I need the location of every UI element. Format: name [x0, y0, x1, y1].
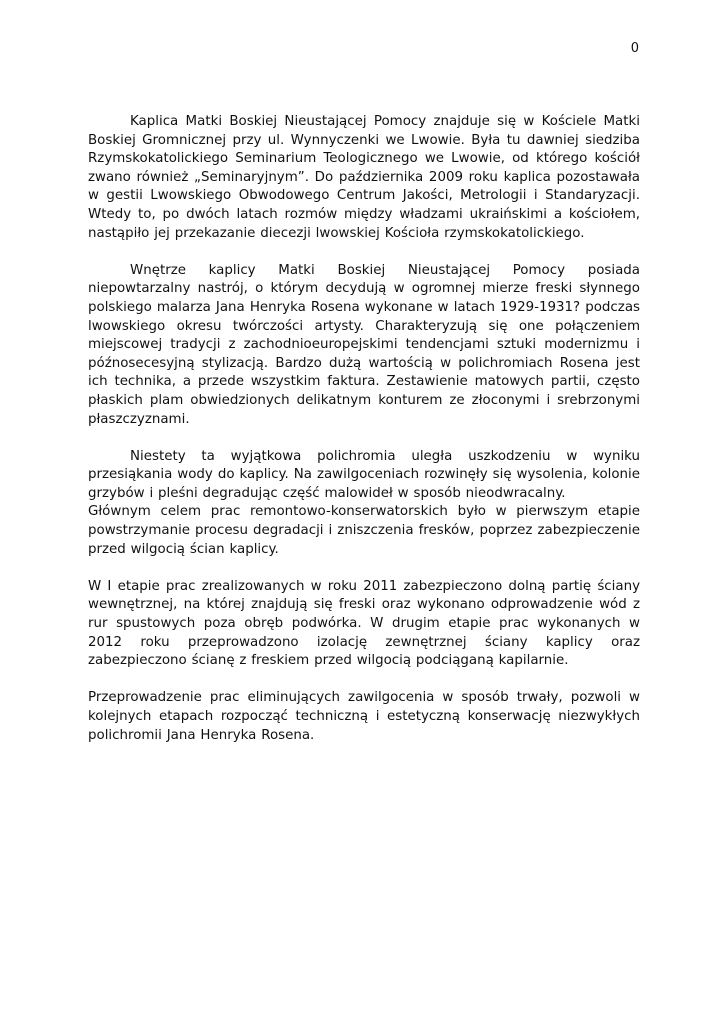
paragraph-chapel-location: Kaplica Matki Boskiej Nieustającej Pomocy znajduje się w Kościele Matki Boskiej Gromnicznej przy ul. Wynnyczenki we Lwowie. Była tu dawniej siedziba Rzymskokatolickiego Seminarium Teologicznego we Lwowie, od którego kościół zwano również „Seminaryjnym”. Do października 2009 roku kaplica pozostawała w gestii Lwowskiego Obwodowego Centrum Jakości, Metrologii i Standaryzacji. Wtedy to, po dwóch latach rozmów między władzami ukraińskimi a kościołem, nastąpiło jej przekazanie diecezji lwowskiej Kościoła rzymskokatolickiego.	[88, 114, 640, 241]
paragraph-damage: Niestety ta wyjątkowa polichromia uległa uszkodzeniu w wyniku przesiąkania wody do kaplicy. Na zawilgoceniach rozwinęły się wysolenia, kolonie grzybów i pleśni degradując część malowideł w sposób nieodwracalny.	[88, 448, 640, 501]
page-number: 0	[630, 41, 639, 56]
paragraph-future-conservation: Przeprowadzenie prac eliminujących zawilgocenia w sposób trwały, pozwoli w kolejnych etapach rozpocząć techniczną i estetyczną konserwację niezwykłych polichromii Jana Henryka Rosena.	[88, 690, 640, 743]
paragraph-work-stages: W I etapie prac zrealizowanych w roku 2011 zabezpieczono dolną partię ściany wewnętrznej, na której znajdują się freski oraz wykonano odprowadzenie wód z rur spustowych poza obręb podwórka. W drugim etapie prac wykonanych w 2012 roku przeprowadzono izolację zewnętrznej ściany kaplicy oraz zabezpieczono ścianę z freskiem przed wilgocią podciąganą kapilarnie.	[88, 578, 640, 669]
paragraph-conservation-goal: Głównym celem prac remontowo-konserwatorskich było w pierwszym etapie powstrzymanie procesu degradacji i zniszczenia fresków, poprzez zabezpieczenie przed wilgocią ścian kaplicy.	[88, 504, 640, 557]
document-body	[88, 113, 640, 745]
paragraph-rosen-frescoes: Wnętrze kaplicy Matki Boskiej Nieustającej Pomocy posiada niepowtarzalny nastrój, o którym decydują w ogromnej mierze freski słynnego polskiego malarza Jana Henryka Rosena wykonane w latach 1929-1931? podczas lwowskiego okresu twórczości artysty. Charakteryzują się one połączeniem miejscowej tradycji z zachodnioeuropejskimi tendencjami sztuki modernizmu i późnosecesyjną stylizacją. Bardzo dużą wartością w polichromiach Rosena jest ich technika, a przede wszystkim faktura. Zestawienie matowych partii, często płaskich plam obwiedzionych delikatnym konturem ze złoconymi i srebrzonymi płaszczyznami.	[88, 262, 640, 427]
